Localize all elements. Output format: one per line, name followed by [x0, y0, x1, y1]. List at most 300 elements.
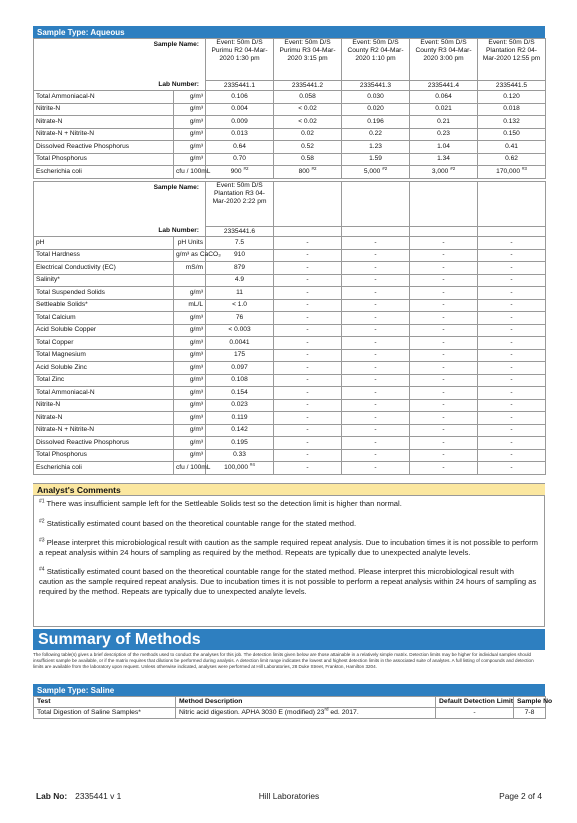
result-value [342, 337, 410, 350]
result-value [206, 299, 274, 312]
result-row [34, 374, 546, 387]
result-value-text: - [374, 438, 377, 446]
analyte-unit: g/m³ [174, 128, 206, 141]
summary-of-methods-bar [33, 629, 545, 650]
result-value-text: - [306, 338, 309, 346]
result-value-text: 0.021 [435, 105, 452, 113]
method-description-text-end: ed. 2017. [328, 709, 359, 716]
result-value [410, 374, 478, 387]
result-value [410, 312, 478, 325]
result-value [478, 262, 546, 275]
result-value-text: 0.132 [503, 117, 520, 125]
result-value [342, 424, 410, 437]
analyte-unit: g/m³ [174, 399, 206, 412]
analyte-name: Nitrate-N [34, 116, 174, 129]
result-value-text: - [374, 401, 377, 409]
result-value [410, 324, 478, 337]
result-value-text: - [374, 338, 377, 346]
result-value-text: 0.009 [231, 117, 248, 125]
result-value [274, 237, 342, 250]
result-value-text: 0.064 [435, 92, 452, 100]
sample-name-label: Sample Name: [34, 182, 206, 227]
result-value [342, 324, 410, 337]
sample-name-cell [478, 182, 546, 227]
result-value-text: 4.9 [234, 276, 245, 284]
result-value [206, 387, 274, 400]
result-value [342, 116, 410, 129]
result-value [342, 412, 410, 425]
result-value-text: - [306, 351, 309, 359]
result-value-text: - [510, 426, 513, 434]
summary-description: The following table(s) gives a brief description of the methods used to conduct the analyses for this job. The detection limits given below are those attainable in a relatively simple matrix. Detection limits may be higher for individual samples should insufficient sample be available, or if the matrix requires that dilutions be performed during analysis. A detection limit range indicates the lowest and highest detection limits in the associated suite of analytes. A full listing of compounds and detection limits are available from the laboratory upon request. Unless otherwise indicated, analyses were performed at Hill Laboratories, 28 Duke Street, Frankton, Hamilton 3204. [33, 652, 534, 669]
result-row [34, 166, 546, 179]
result-value-text: - [374, 363, 377, 371]
result-value [478, 362, 546, 375]
analyte-name: Total Phosphorus [34, 449, 174, 462]
result-value [342, 237, 410, 250]
result-value-text: 0.106 [231, 92, 248, 100]
analyte-unit: cfu / 100mL [174, 462, 206, 475]
result-value-text: 1.34 [437, 155, 450, 163]
result-value [410, 362, 478, 375]
result-value-text: - [306, 326, 309, 334]
result-value-text: - [306, 363, 309, 371]
result-value [206, 312, 274, 325]
result-value [206, 362, 274, 375]
result-row [34, 387, 546, 400]
result-value-text: - [442, 426, 445, 434]
result-value [206, 399, 274, 412]
result-row [34, 128, 546, 141]
result-value [342, 262, 410, 275]
result-value [274, 312, 342, 325]
summary-title: Summary of Methods [38, 630, 201, 648]
result-value [342, 103, 410, 116]
result-value-text: - [442, 351, 445, 359]
result-value [206, 449, 274, 462]
lab-number-cell [410, 227, 478, 237]
sample-name-cell [274, 182, 342, 227]
lab-number-cell: 2335441.4 [410, 81, 478, 91]
result-value-text: - [442, 401, 445, 409]
result-value-text: - [510, 288, 513, 296]
result-value [206, 287, 274, 300]
analyte-unit: g/m³ [174, 387, 206, 400]
result-value-text: 0.119 [231, 413, 248, 421]
result-value [478, 424, 546, 437]
result-value-text: < 0.02 [298, 117, 317, 125]
result-value-text: 0.108 [231, 376, 248, 384]
result-value [274, 412, 342, 425]
result-value-text: 0.0041 [229, 338, 250, 346]
result-value [478, 462, 546, 475]
result-value-text: - [442, 251, 445, 259]
result-value [206, 128, 274, 141]
result-value-text: 0.52 [301, 142, 314, 150]
lab-number-cell [478, 227, 546, 237]
result-value [274, 274, 342, 287]
result-value [410, 287, 478, 300]
result-value-text: - [306, 438, 309, 446]
result-value [478, 141, 546, 154]
result-value-text: - [306, 401, 309, 409]
result-value-text: - [306, 451, 309, 459]
sample-name-cell [342, 182, 410, 227]
result-row [34, 103, 546, 116]
sample-name-row [34, 182, 546, 227]
analyte-unit: g/m³ [174, 374, 206, 387]
result-value-text: - [442, 313, 445, 321]
result-row [34, 362, 546, 375]
result-value [410, 91, 478, 104]
analyte-name: Nitrate-N + Nitrite-N [34, 128, 174, 141]
result-value-text: 1.23 [369, 142, 382, 150]
method-sample-no: 7-8 [514, 708, 546, 719]
result-value-text: 0.33 [233, 451, 246, 459]
sample-name-cell: Event: 50m D/S Purimu R2 04-Mar-2020 1:30 pm [206, 39, 274, 81]
result-value [206, 337, 274, 350]
result-value [206, 324, 274, 337]
result-value-text: 0.21 [437, 117, 450, 125]
analyte-unit: g/m³ [174, 141, 206, 154]
method-detection-limit: - [436, 708, 514, 719]
result-value [478, 437, 546, 450]
result-value [478, 387, 546, 400]
result-value-text: 0.097 [231, 363, 248, 371]
result-value [206, 103, 274, 116]
result-value [274, 462, 342, 475]
analyte-unit: pH Units [174, 237, 206, 250]
result-value [274, 91, 342, 104]
result-value [342, 349, 410, 362]
result-row [34, 349, 546, 362]
result-value-text: 7.5 [234, 238, 245, 246]
methods-row [34, 708, 546, 719]
result-value [274, 299, 342, 312]
saline-sample-type-bar [33, 684, 545, 696]
result-value-text: 0.62 [505, 155, 518, 163]
result-value-text: - [442, 438, 445, 446]
analyte-name: Escherichia coli [34, 462, 174, 475]
result-value-text: - [442, 388, 445, 396]
result-value [274, 349, 342, 362]
analyte-unit [174, 274, 206, 287]
result-value-text: - [374, 251, 377, 259]
result-value [342, 449, 410, 462]
footer-page-number: Page 2 of 4 [499, 791, 542, 801]
methods-header-limit: Default Detection Limit [436, 697, 514, 708]
result-value [274, 374, 342, 387]
analyte-name: Electrical Conductivity (EC) [34, 262, 174, 275]
comment-item [39, 499, 540, 509]
analyte-unit: cfu / 100mL [174, 166, 206, 179]
result-value [274, 116, 342, 129]
analyte-unit: g/m³ [174, 91, 206, 104]
footer-lab-value: 2335441 v 1 [75, 791, 122, 801]
result-value [478, 374, 546, 387]
result-value [410, 399, 478, 412]
result-value-text: 175 [234, 351, 246, 359]
result-value [410, 166, 478, 179]
result-value [274, 399, 342, 412]
result-value [478, 166, 546, 179]
analyte-name: Nitrate-N [34, 412, 174, 425]
result-value-text: 900 [230, 167, 242, 175]
sample-name-cell: Event: 50m D/S Plantation R2 04-Mar-2020 12:55 pm [478, 39, 546, 81]
analyte-name: Total Phosphorus [34, 153, 174, 166]
analyte-name: Total Suspended Solids [34, 287, 174, 300]
result-value [274, 262, 342, 275]
analyte-unit: g/m³ [174, 287, 206, 300]
comment-text: Statistically estimated count based on the theoretical countable range for the stated method. Please interpret this microbiological result with caution as the sample required repeat analysis. Due to incubation times it is not possible to perform a repeat analysis within 24 hours of sampling as required by the method. Repeats are typically due to unexpected analyte levels. [39, 567, 537, 596]
result-value-text: - [374, 388, 377, 396]
result-value [410, 274, 478, 287]
result-value-text: 0.150 [503, 130, 520, 138]
result-value [410, 141, 478, 154]
result-value-text: 11 [236, 288, 243, 296]
method-description [176, 708, 436, 719]
result-value-text: - [374, 326, 377, 334]
analyte-name: Settleable Solids* [34, 299, 174, 312]
result-value [478, 103, 546, 116]
result-value-text: - [374, 313, 377, 321]
result-value-text: 5,000 [363, 167, 381, 175]
result-row [34, 299, 546, 312]
result-value [478, 312, 546, 325]
result-value-text: - [374, 238, 377, 246]
result-value [274, 337, 342, 350]
result-value-text: - [510, 238, 513, 246]
sample-name-label: Sample Name: [34, 39, 206, 81]
analyte-name: Acid Soluble Copper [34, 324, 174, 337]
result-value-text: < 1.0 [232, 301, 247, 309]
result-value-text: - [442, 263, 445, 271]
analyte-name: Total Ammoniacal-N [34, 91, 174, 104]
sample-name-cell: Event: 50m D/S County R2 04-Mar-2020 1:10 pm [342, 39, 410, 81]
comment-item [39, 519, 540, 529]
result-value-text: - [374, 276, 377, 284]
analyst-comments-bar [33, 483, 545, 496]
result-value [410, 128, 478, 141]
comment-item [39, 567, 540, 596]
result-value [206, 462, 274, 475]
result-value [274, 103, 342, 116]
lab-number-label: Lab Number: [34, 81, 206, 91]
result-value [206, 412, 274, 425]
result-value-text: - [306, 238, 309, 246]
result-value-text: 100,000 [224, 463, 248, 471]
result-value-text: - [442, 338, 445, 346]
result-value [274, 362, 342, 375]
result-value-text: - [510, 451, 513, 459]
result-value [410, 116, 478, 129]
sample-name-cell [410, 182, 478, 227]
result-value [478, 116, 546, 129]
result-value [410, 412, 478, 425]
result-value-text: - [306, 301, 309, 309]
analyte-name: pH [34, 237, 174, 250]
result-value-text: - [510, 438, 513, 446]
result-row [34, 274, 546, 287]
result-value [478, 412, 546, 425]
result-row [34, 437, 546, 450]
result-value-text: - [510, 326, 513, 334]
result-value-text: - [374, 413, 377, 421]
result-value [410, 462, 478, 475]
analyte-unit: mL/L [174, 299, 206, 312]
analyte-unit: g/m³ [174, 349, 206, 362]
result-value-text: - [510, 251, 513, 259]
result-value-text: - [374, 376, 377, 384]
result-value [478, 274, 546, 287]
lab-number-cell: 2335441.5 [478, 81, 546, 91]
analyte-name: Nitrate-N + Nitrite-N [34, 424, 174, 437]
lab-number-cell: 2335441.6 [206, 227, 274, 237]
result-value [410, 437, 478, 450]
footer-lab-label: Lab No: [36, 791, 68, 801]
result-value [342, 312, 410, 325]
result-value [342, 399, 410, 412]
result-value-text: - [442, 463, 445, 471]
lab-number-cell: 2335441.1 [206, 81, 274, 91]
result-value-text: - [306, 288, 309, 296]
result-value-text: - [374, 288, 377, 296]
result-value-text: - [306, 388, 309, 396]
result-value [478, 91, 546, 104]
saline-sample-type-title: Sample Type: Saline [37, 685, 115, 695]
analyte-name: Nitrite-N [34, 103, 174, 116]
result-value-text: - [374, 301, 377, 309]
result-value-text: - [306, 263, 309, 271]
result-value [478, 128, 546, 141]
result-value-text: - [374, 451, 377, 459]
methods-header-test: Test [34, 697, 176, 708]
footer-lab-no [36, 791, 121, 801]
result-value-text: - [306, 313, 309, 321]
analyte-name: Total Hardness [34, 249, 174, 262]
result-value-text: 910 [234, 251, 246, 259]
result-value-text: 879 [234, 263, 246, 271]
result-value [206, 262, 274, 275]
analyst-comments-box [33, 496, 545, 627]
result-value-text: - [374, 351, 377, 359]
result-value-text: < 0.02 [298, 105, 317, 113]
result-footnote-mark: #3 [521, 165, 527, 171]
result-value [342, 462, 410, 475]
result-value [274, 166, 342, 179]
result-value [478, 337, 546, 350]
result-value-text: - [306, 376, 309, 384]
result-value-text: - [510, 313, 513, 321]
result-value [410, 299, 478, 312]
result-row [34, 237, 546, 250]
method-description-text: Nitric acid digestion. APHA 3030 E (modified) 23 [179, 709, 325, 716]
sample-name-cell: Event: 50m D/S Purimu R3 04-Mar-2020 3:15 pm [274, 39, 342, 81]
result-row [34, 424, 546, 437]
result-value-text: - [510, 351, 513, 359]
lab-number-cell: 2335441.2 [274, 81, 342, 91]
comment-text: Please interpret this microbiological result with caution as the sample required repeat analysis. Due to incubation times it is not possible to perform a repeat analysis within 24 hours of sampling as required by the method. Repeats are typically due to unexpected analyte levels. [39, 538, 538, 557]
analyte-name: Salinity* [34, 274, 174, 287]
analyte-unit: g/m³ [174, 324, 206, 337]
result-footnote-mark: #2 [243, 165, 249, 171]
result-row [34, 462, 546, 475]
result-value-text: - [306, 413, 309, 421]
result-value-text: 0.41 [505, 142, 518, 150]
result-value-text: 0.154 [231, 388, 248, 396]
result-value [274, 249, 342, 262]
result-value-text: - [442, 276, 445, 284]
analyte-name: Acid Soluble Zinc [34, 362, 174, 375]
result-value [274, 128, 342, 141]
result-value-text: - [442, 288, 445, 296]
result-value [410, 337, 478, 350]
analyte-unit: g/m³ [174, 362, 206, 375]
result-row [34, 324, 546, 337]
result-value [206, 153, 274, 166]
result-value [274, 387, 342, 400]
comment-item [39, 538, 540, 557]
result-value [478, 449, 546, 462]
result-value-text: - [306, 251, 309, 259]
result-value-text: - [306, 426, 309, 434]
result-value [410, 103, 478, 116]
result-value [206, 349, 274, 362]
result-row [34, 312, 546, 325]
result-value [206, 141, 274, 154]
result-value-text: 0.70 [233, 155, 246, 163]
result-row [34, 91, 546, 104]
methods-table [33, 696, 553, 719]
methods-header-row [34, 697, 546, 708]
result-value [342, 362, 410, 375]
result-value-text: 0.030 [367, 92, 384, 100]
result-value [478, 249, 546, 262]
result-value [478, 237, 546, 250]
result-value-text: - [442, 376, 445, 384]
comment-text: There was insufficient sample left for the Settleable Solids test so the detection limit is higher than normal. [46, 499, 402, 508]
result-value-text: - [510, 363, 513, 371]
result-value-text: - [306, 276, 309, 284]
result-value [342, 274, 410, 287]
result-value-text: - [510, 276, 513, 284]
result-value-text: 1.59 [369, 155, 382, 163]
analyte-unit: mS/m [174, 262, 206, 275]
result-value-text: - [510, 401, 513, 409]
result-value-text: - [510, 301, 513, 309]
result-value-text: - [510, 263, 513, 271]
methods-header-description: Method Description [176, 697, 436, 708]
results-table-1 [33, 38, 546, 179]
result-value [342, 141, 410, 154]
results-table-2 [33, 181, 546, 475]
sample-name-cell: Event: 50m D/S County R3 04-Mar-2020 3:00 pm [410, 39, 478, 81]
result-value [206, 274, 274, 287]
result-value [410, 237, 478, 250]
result-row [34, 449, 546, 462]
result-value [342, 249, 410, 262]
analyte-unit: g/m³ [174, 424, 206, 437]
result-value [342, 387, 410, 400]
result-value [478, 287, 546, 300]
result-value-text: - [510, 388, 513, 396]
result-row [34, 287, 546, 300]
analyte-name: Dissolved Reactive Phosphorus [34, 437, 174, 450]
result-value [342, 128, 410, 141]
comment-mark: #2 [39, 518, 45, 525]
result-row [34, 337, 546, 350]
result-value-text: 800 [298, 167, 310, 175]
